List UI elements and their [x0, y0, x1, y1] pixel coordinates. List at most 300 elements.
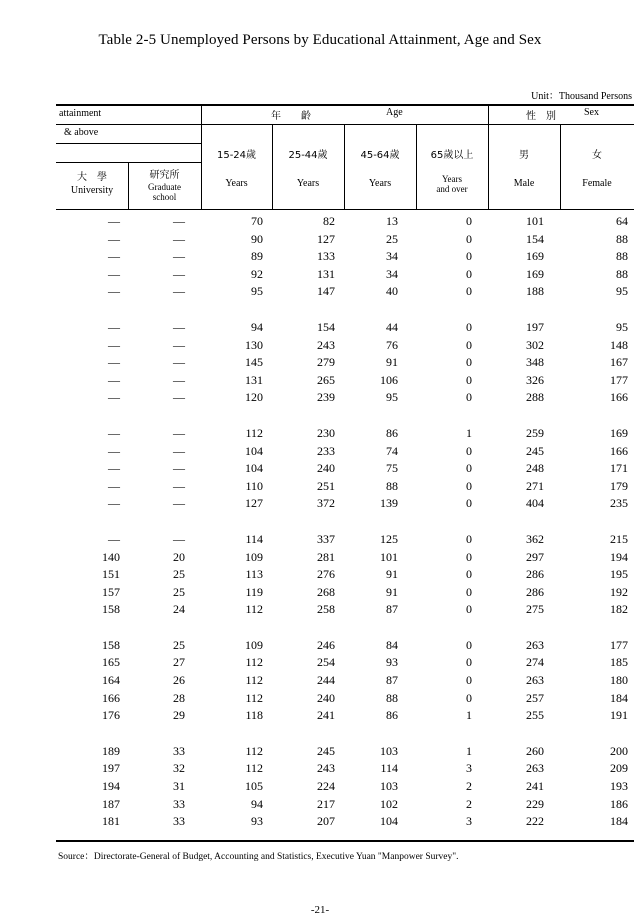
table-cell: 166: [610, 443, 628, 458]
header-rule: [56, 124, 201, 125]
table-cell: 260: [526, 743, 544, 758]
table-cell: 25: [173, 567, 185, 582]
table-cell: 112: [245, 425, 263, 440]
table-cell: 274: [526, 655, 544, 670]
table-cell: 101: [380, 549, 398, 564]
table-cell: 184: [610, 690, 628, 705]
table-row: [56, 549, 634, 567]
table-cell: 44: [386, 319, 398, 334]
table-cell: 32: [173, 761, 185, 776]
table-cell: 75: [386, 461, 398, 476]
table-row: [56, 531, 634, 549]
table-row: [56, 672, 634, 690]
table-cell: —: [173, 461, 185, 476]
table-cell: 91: [386, 584, 398, 599]
table-cell: 268: [317, 584, 335, 599]
table-row: [56, 337, 634, 355]
table-cell: 194: [610, 549, 628, 564]
table-cell: 33: [173, 796, 185, 811]
table-cell: 187: [102, 796, 120, 811]
table-cell: 112: [245, 655, 263, 670]
table-cell: 34: [386, 249, 398, 264]
table-cell: 0: [466, 372, 472, 387]
data-body: [56, 213, 634, 831]
source-note: Source：Directorate-General of Budget, Accounting and Statistics, Executive Yuan "Manpower Survey".: [58, 852, 459, 862]
table-cell: 104: [245, 461, 263, 476]
table-row: [56, 266, 634, 284]
table-row: [56, 796, 634, 814]
table-row: [56, 654, 634, 672]
table-cell: 0: [466, 214, 472, 228]
table-cell: 404: [526, 496, 544, 511]
table-cell: 131: [245, 372, 263, 387]
graduate-zh: 研究所: [149, 170, 180, 181]
table-cell: —: [108, 425, 120, 440]
table-cell: 1: [466, 425, 472, 440]
table-cell: 114: [245, 531, 263, 546]
table-row: [56, 637, 634, 655]
table-cell: 20: [173, 549, 185, 564]
table-cell: 125: [380, 531, 398, 546]
table-cell: 88: [616, 231, 628, 246]
table-cell: 154: [317, 319, 335, 334]
table-cell: 112: [245, 743, 263, 758]
attainment-label: attainment: [59, 108, 102, 119]
table-cell: 230: [317, 425, 335, 440]
table-cell: 87: [386, 673, 398, 688]
table-cell: 286: [526, 567, 544, 582]
table-cell: 243: [317, 337, 335, 352]
table-cell: 105: [245, 779, 263, 794]
table-cell: 0: [466, 355, 472, 370]
table-cell: —: [173, 372, 185, 387]
table-row: [56, 760, 634, 778]
table-cell: 3: [466, 814, 472, 829]
header-divider: [344, 125, 345, 210]
table-cell: 27: [173, 655, 185, 670]
table-cell: —: [108, 319, 120, 334]
table-cell: 188: [526, 284, 544, 299]
table-cell: 94: [251, 796, 263, 811]
table-row: [56, 707, 634, 725]
table-cell: 33: [173, 814, 185, 829]
table-cell: 0: [466, 231, 472, 246]
data-table: [56, 213, 634, 831]
age-zh: 年 齡: [271, 111, 311, 122]
table-cell: 200: [610, 743, 628, 758]
header-divider: [560, 125, 561, 210]
table-cell: 239: [317, 390, 335, 405]
table-cell: 224: [317, 779, 335, 794]
header-rule: [201, 124, 634, 125]
table-cell: 148: [610, 337, 628, 352]
table-cell: 87: [386, 602, 398, 617]
table-cell: 297: [526, 549, 544, 564]
university-zh: 大 學: [77, 172, 107, 183]
header-rule: [56, 162, 201, 163]
graduate-en1: Graduate: [148, 182, 181, 192]
table-cell: 76: [386, 337, 398, 352]
table-cell: —: [173, 266, 185, 281]
table-cell: 166: [102, 690, 120, 705]
table-cell: —: [108, 231, 120, 246]
table-cell: —: [108, 249, 120, 264]
table-cell: 281: [317, 549, 335, 564]
table-cell: 169: [526, 249, 544, 264]
table-cell: 92: [251, 266, 263, 281]
table-cell: 193: [610, 779, 628, 794]
table-cell: 0: [466, 496, 472, 511]
table-cell: 0: [466, 319, 472, 334]
table-cell: 222: [526, 814, 544, 829]
table-cell: 157: [102, 584, 120, 599]
table-cell: 348: [526, 355, 544, 370]
table-cell: 82: [323, 214, 335, 228]
table-cell: 337: [317, 531, 335, 546]
graduate-en2: school: [152, 192, 177, 202]
table-cell: 28: [173, 690, 185, 705]
table-cell: 140: [102, 549, 120, 564]
table-cell: 64: [616, 214, 628, 228]
table-cell: 1: [466, 708, 472, 723]
table-cell: 362: [526, 531, 544, 546]
header-divider: [272, 125, 273, 210]
table-cell: 109: [245, 637, 263, 652]
table-cell: 89: [251, 249, 263, 264]
table-cell: 0: [466, 567, 472, 582]
table-cell: 158: [102, 602, 120, 617]
table-cell: 0: [466, 390, 472, 405]
and-above-label: & above: [64, 127, 99, 138]
table-cell: 104: [245, 443, 263, 458]
years-label: Years: [225, 178, 248, 189]
table-cell: 154: [526, 231, 544, 246]
table-cell: 245: [317, 743, 335, 758]
table-row: [56, 283, 634, 301]
table-cell: —: [173, 478, 185, 493]
table-title: Table 2-5 Unemployed Persons by Educational Attainment, Age and Sex: [98, 32, 542, 48]
table-cell: 217: [317, 796, 335, 811]
table-cell: 0: [466, 443, 472, 458]
table-cell: —: [173, 337, 185, 352]
table-cell: 197: [102, 761, 120, 776]
table-cell: 254: [317, 655, 335, 670]
group-spacer: [56, 301, 634, 319]
table-cell: 229: [526, 796, 544, 811]
table-cell: 255: [526, 708, 544, 723]
table-cell: 112: [245, 602, 263, 617]
table-cell: 185: [610, 655, 628, 670]
table-cell: 118: [245, 708, 263, 723]
table-cell: 176: [102, 708, 120, 723]
table-cell: —: [108, 496, 120, 511]
table-row: [56, 319, 634, 337]
header-divider: [416, 125, 417, 210]
table-cell: 0: [466, 584, 472, 599]
table-cell: 84: [386, 637, 398, 652]
table-row: [56, 425, 634, 443]
table-cell: 182: [610, 602, 628, 617]
table-cell: 286: [526, 584, 544, 599]
table-row: [56, 584, 634, 602]
table-cell: 251: [317, 478, 335, 493]
table-cell: 164: [102, 673, 120, 688]
table-cell: 0: [466, 690, 472, 705]
table-cell: 26: [173, 673, 185, 688]
table-cell: —: [173, 284, 185, 299]
table-cell: —: [108, 390, 120, 405]
table-cell: 103: [380, 743, 398, 758]
table-cell: 271: [526, 478, 544, 493]
table-cell: —: [173, 443, 185, 458]
table-cell: 194: [102, 779, 120, 794]
table-cell: 288: [526, 390, 544, 405]
table-cell: 88: [616, 249, 628, 264]
table-cell: 263: [526, 637, 544, 652]
table-cell: —: [108, 355, 120, 370]
table-cell: 102: [380, 796, 398, 811]
table-cell: 2: [466, 779, 472, 794]
table-cell: —: [108, 372, 120, 387]
sex-en: Sex: [584, 107, 599, 118]
table-cell: 120: [245, 390, 263, 405]
table-cell: 171: [610, 461, 628, 476]
group-spacer: [56, 725, 634, 743]
table-cell: 259: [526, 425, 544, 440]
table-cell: 90: [251, 231, 263, 246]
table-cell: 240: [317, 461, 335, 476]
table-cell: —: [108, 461, 120, 476]
table-cell: 40: [386, 284, 398, 299]
table-cell: 241: [317, 708, 335, 723]
table-row: [56, 478, 634, 496]
table-cell: 112: [245, 690, 263, 705]
table-cell: 0: [466, 249, 472, 264]
table-cell: 147: [317, 284, 335, 299]
table-cell: 29: [173, 708, 185, 723]
table-cell: 166: [610, 390, 628, 405]
table-cell: —: [108, 284, 120, 299]
table-cell: 70: [251, 214, 263, 228]
table-cell: 93: [386, 655, 398, 670]
table-row: [56, 389, 634, 407]
table-cell: 88: [616, 266, 628, 281]
table-cell: 0: [466, 531, 472, 546]
table-cell: 2: [466, 796, 472, 811]
age-15-24-label: 15-24歲: [216, 150, 257, 161]
table-row: [56, 354, 634, 372]
table-cell: 265: [317, 372, 335, 387]
table-row: [56, 690, 634, 708]
table-cell: —: [173, 319, 185, 334]
table-cell: —: [108, 531, 120, 546]
table-row: [56, 778, 634, 796]
table-cell: 263: [526, 673, 544, 688]
table-cell: 191: [610, 708, 628, 723]
age-25-44-label: 25-44歲: [288, 150, 328, 161]
table-cell: 0: [466, 673, 472, 688]
table-cell: 95: [616, 284, 628, 299]
table-cell: 112: [245, 761, 263, 776]
header-bottom-rule: [56, 209, 634, 210]
table-cell: 91: [386, 567, 398, 582]
table-cell: 151: [102, 567, 120, 582]
table-cell: 119: [245, 584, 263, 599]
table-row: [56, 495, 634, 513]
table-cell: —: [173, 249, 185, 264]
table-cell: —: [173, 390, 185, 405]
table-cell: 24: [173, 602, 185, 617]
table-cell: 34: [386, 266, 398, 281]
table-cell: 180: [610, 673, 628, 688]
table-cell: 258: [317, 602, 335, 617]
table-cell: 131: [317, 266, 335, 281]
table-row: [56, 443, 634, 461]
table-cell: —: [108, 478, 120, 493]
table-cell: 207: [317, 814, 335, 829]
years-over-label1: Years: [441, 174, 463, 184]
table-cell: 243: [317, 761, 335, 776]
table-cell: 145: [245, 355, 263, 370]
table-cell: 1: [466, 743, 472, 758]
table-cell: 88: [386, 690, 398, 705]
table-cell: 244: [317, 673, 335, 688]
age-65-label: 65歲以上: [430, 150, 474, 161]
table-row: [56, 460, 634, 478]
table-cell: 3: [466, 761, 472, 776]
table-cell: 13: [386, 214, 398, 228]
table-cell: 93: [251, 814, 263, 829]
table-cell: 245: [526, 443, 544, 458]
table-cell: 25: [386, 231, 398, 246]
table-cell: 94: [251, 319, 263, 334]
table-cell: —: [108, 266, 120, 281]
table-cell: 0: [466, 602, 472, 617]
table-cell: 95: [386, 390, 398, 405]
table-row: [56, 213, 634, 231]
table-cell: 0: [466, 337, 472, 352]
table-cell: 326: [526, 372, 544, 387]
table-cell: 31: [173, 779, 185, 794]
table-cell: 0: [466, 655, 472, 670]
table-cell: 169: [526, 266, 544, 281]
table-cell: 263: [526, 761, 544, 776]
table-cell: 169: [610, 425, 628, 440]
table-cell: 127: [317, 231, 335, 246]
table-cell: —: [108, 443, 120, 458]
table-cell: 25: [173, 584, 185, 599]
years-over-label2: and over: [436, 184, 468, 194]
table-row: [56, 601, 634, 619]
table-cell: 184: [610, 814, 628, 829]
table-cell: 0: [466, 266, 472, 281]
table-cell: 103: [380, 779, 398, 794]
male-zh: 男: [519, 150, 529, 161]
years-label: Years: [296, 178, 320, 189]
table-cell: 106: [380, 372, 398, 387]
table-row: [56, 372, 634, 390]
male-en: Male: [513, 178, 535, 189]
header-rule: [56, 143, 201, 144]
table-cell: 241: [526, 779, 544, 794]
table-cell: 215: [610, 531, 628, 546]
table-cell: 158: [102, 637, 120, 652]
table-cell: 257: [526, 690, 544, 705]
table-cell: —: [108, 214, 120, 228]
table-cell: 33: [173, 743, 185, 758]
sex-zh: 性 別: [526, 111, 556, 122]
top-rule: [56, 104, 634, 106]
table-cell: 74: [386, 443, 398, 458]
table-cell: 133: [317, 249, 335, 264]
age-45-64-label: 45-64歲: [360, 150, 400, 161]
table-cell: 110: [245, 478, 263, 493]
table-cell: 91: [386, 355, 398, 370]
table-cell: 302: [526, 337, 544, 352]
table-cell: 25: [173, 637, 185, 652]
table-row: [56, 743, 634, 761]
table-cell: 181: [102, 814, 120, 829]
table-cell: —: [173, 355, 185, 370]
table-cell: 235: [610, 496, 628, 511]
table-cell: 113: [245, 567, 263, 582]
table-cell: 246: [317, 637, 335, 652]
table-cell: 127: [245, 496, 263, 511]
table-cell: 195: [610, 567, 628, 582]
table-cell: —: [173, 496, 185, 511]
table-cell: 88: [386, 478, 398, 493]
table-cell: 130: [245, 337, 263, 352]
table-cell: —: [173, 425, 185, 440]
table-row: [56, 813, 634, 831]
table-cell: 192: [610, 584, 628, 599]
table-cell: 0: [466, 461, 472, 476]
table-cell: —: [108, 337, 120, 352]
table-cell: 165: [102, 655, 120, 670]
table-cell: 109: [245, 549, 263, 564]
table-cell: 0: [466, 478, 472, 493]
table-cell: 177: [610, 372, 628, 387]
table-cell: 209: [610, 761, 628, 776]
table-cell: 167: [610, 355, 628, 370]
table-cell: 233: [317, 443, 335, 458]
table-cell: 179: [610, 478, 628, 493]
table-cell: 0: [466, 284, 472, 299]
female-en: Female: [582, 178, 612, 189]
table-cell: 275: [526, 602, 544, 617]
table-cell: 189: [102, 743, 120, 758]
table-cell: —: [173, 214, 185, 228]
table-cell: 114: [380, 761, 398, 776]
table-cell: 112: [245, 673, 263, 688]
age-en: Age: [386, 107, 403, 118]
table-cell: 0: [466, 549, 472, 564]
table-cell: 104: [380, 814, 398, 829]
table-cell: 95: [251, 284, 263, 299]
table-row: [56, 566, 634, 584]
table-cell: 0: [466, 637, 472, 652]
female-zh: 女: [592, 150, 602, 161]
table-row: [56, 248, 634, 266]
table-cell: 240: [317, 690, 335, 705]
table-cell: 372: [317, 496, 335, 511]
bottom-rule: [56, 840, 634, 842]
table-cell: 101: [526, 214, 544, 228]
table-cell: 86: [386, 708, 398, 723]
table-cell: —: [173, 531, 185, 546]
unit-label: Unit：Thousand Persons: [531, 91, 632, 102]
table-cell: 177: [610, 637, 628, 652]
